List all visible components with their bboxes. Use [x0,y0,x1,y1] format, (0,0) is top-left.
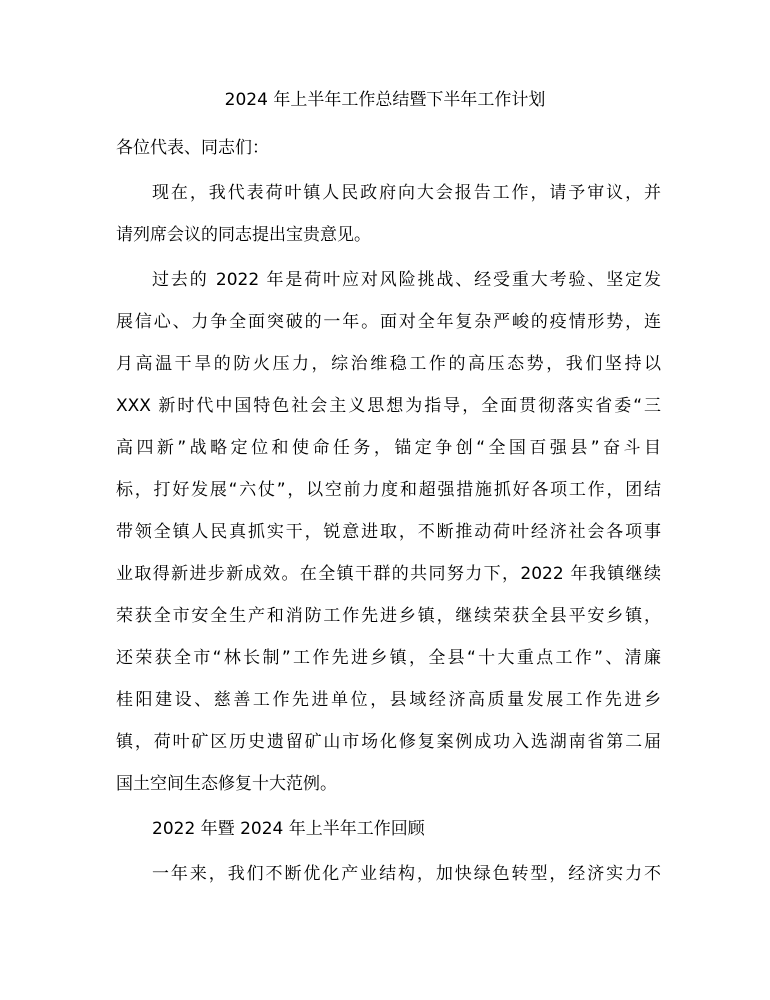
paragraph-2-line-13: 国土空间生态修复十大范例。 [116,774,337,794]
paragraph-2-line-9: 荣获全市安全生产和消防工作先进乡镇，继续荣获全县平安乡镇， [116,606,661,626]
salutation: 各位代表、同志们： [116,138,269,158]
paragraph-1-line-1: 现在，我代表荷叶镇人民政府向大会报告工作，请予审议，并 [152,183,661,203]
paragraph-2-line-3: 月高温干旱的防火压力，综治维稳工作的高压态势，我们坚持以 [116,354,661,374]
paragraph-2-line-5: 高四新”战略定位和使命任务，锚定争创“全国百强县”奋斗目 [116,438,661,458]
paragraph-2-line-1: 过去的 2022 年是荷叶应对风险挑战、经受重大考验、坚定发 [152,270,661,290]
paragraph-2-line-12: 镇，荷叶矿区历史遗留矿山市场化修复案例成功入选湖南省第二届 [116,732,661,752]
paragraph-2-line-8: 业取得新进步新成效。在全镇干群的共同努力下，2022 年我镇继续 [116,564,661,584]
paragraph-3-line-1: 一年来，我们不断优化产业结构，加快绿色转型，经济实力不 [152,864,661,884]
paragraph-2-line-7: 带领全镇人民真抓实干，锐意进取，不断推动荷叶经济社会各项事 [116,522,661,542]
paragraph-2-line-10: 还荣获全市“林长制”工作先进乡镇，全县“十大重点工作”、清廉 [116,648,661,668]
paragraph-1-line-2: 请列席会议的同志提出宝贵意见。 [116,225,371,245]
paragraph-2-line-2: 展信心、力争全面突破的一年。面对全年复杂严峻的疫情形势，连 [116,312,661,332]
section-heading: 2022 年暨 2024 年上半年工作回顾 [152,819,425,839]
paragraph-2-line-11: 桂阳建设、慈善工作先进单位，县域经济高质量发展工作先进乡 [116,690,661,710]
document-title: 2024 年上半年工作总结暨下半年工作计划 [224,90,546,110]
paragraph-2-line-6: 标，打好发展“六仗”，以空前力度和超强措施抓好各项工作，团结 [116,480,661,500]
paragraph-2-line-4: XXX 新时代中国特色社会主义思想为指导，全面贯彻落实省委“三 [116,396,661,416]
document-body [116,127,661,895]
